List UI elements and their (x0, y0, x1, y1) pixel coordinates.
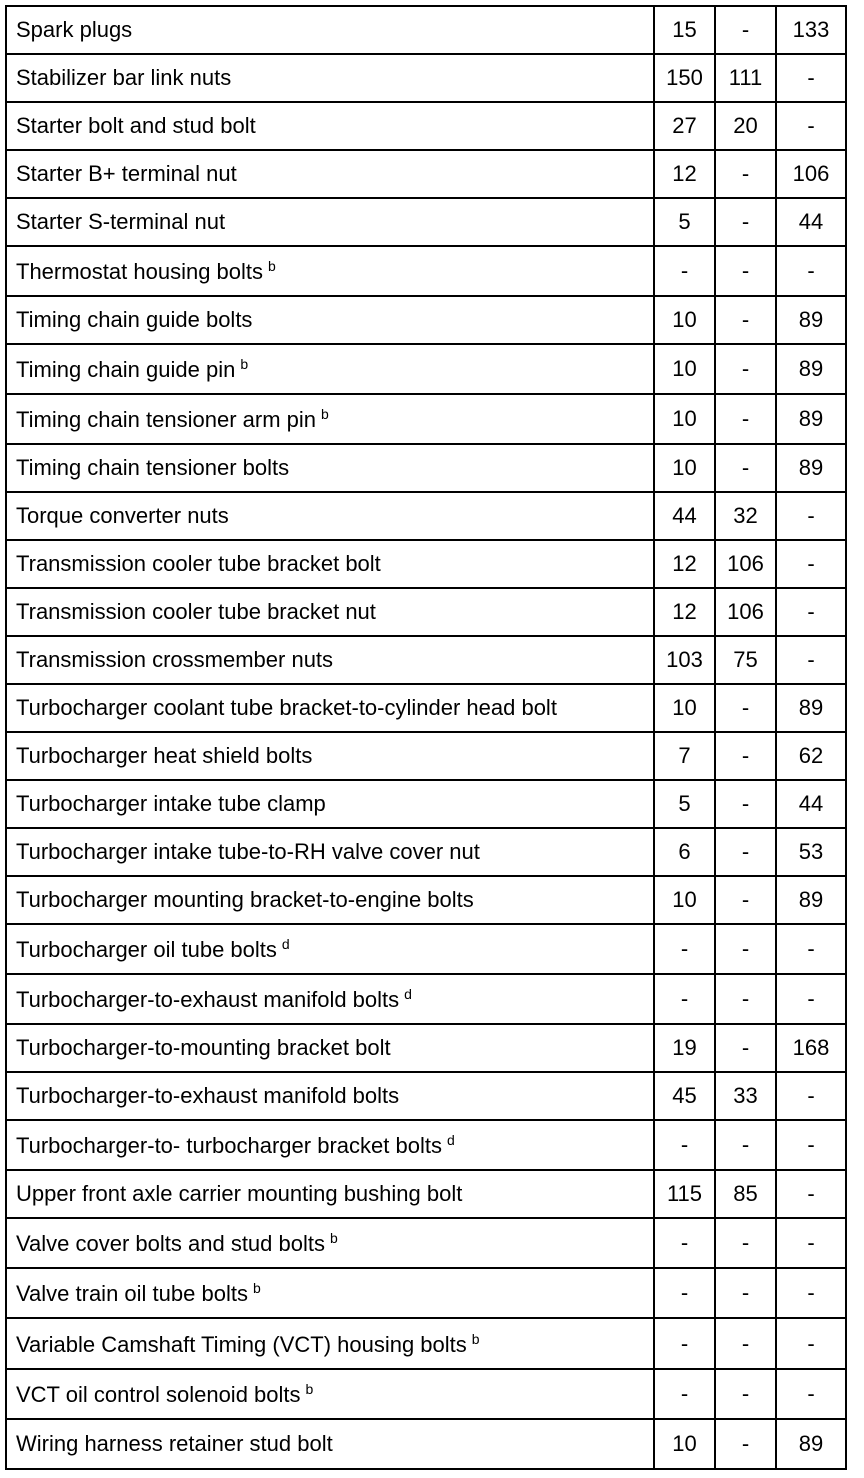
component-cell (6, 588, 654, 636)
torque-lbft-value: - (715, 1218, 776, 1268)
torque-lbin-value: - (776, 540, 846, 588)
footnote-marker: b (268, 258, 276, 274)
component-cell (6, 684, 654, 732)
table-row (6, 876, 846, 924)
component-name: Turbocharger-to- turbocharger bracket bolts (16, 1133, 442, 1158)
component-name: Valve train oil tube bolts (16, 1281, 248, 1306)
torque-lbin-value: 89 (776, 344, 846, 394)
torque-nm-value: 12 (654, 588, 715, 636)
table-row (6, 102, 846, 150)
component-cell (6, 6, 654, 54)
torque-nm-value: 10 (654, 296, 715, 344)
torque-lbft-value: 106 (715, 588, 776, 636)
component-cell (6, 150, 654, 198)
torque-nm-value: - (654, 1369, 715, 1419)
torque-lbft-value: 32 (715, 492, 776, 540)
footnote-marker: d (446, 1132, 455, 1148)
table-row (6, 588, 846, 636)
component-name: Turbocharger heat shield bolts (16, 743, 313, 768)
table-row (6, 6, 846, 54)
torque-lbin-value: - (776, 102, 846, 150)
component-cell (6, 1318, 654, 1369)
table-row (6, 1369, 846, 1419)
footnote-marker: b (471, 1330, 480, 1347)
torque-lbin-value: - (776, 1318, 846, 1369)
torque-lbin-value: 89 (776, 1419, 846, 1469)
torque-spec-sheet (5, 5, 845, 1470)
torque-lbft-value: - (715, 394, 776, 444)
torque-nm-value: 10 (654, 344, 715, 394)
table-row (6, 1120, 846, 1170)
torque-nm-value: 10 (654, 684, 715, 732)
torque-lbft-value: - (715, 1318, 776, 1369)
component-name: Timing chain guide pin (16, 357, 236, 382)
torque-lbft-value: 20 (715, 102, 776, 150)
torque-lbft-value: - (715, 150, 776, 198)
component-cell (6, 636, 654, 684)
component-name: Starter S-terminal nut (16, 209, 226, 234)
component-name: Transmission crossmember nuts (16, 647, 334, 672)
torque-lbin-value: 89 (776, 444, 846, 492)
torque-lbin-value: - (776, 492, 846, 540)
torque-spec-table-body (6, 6, 846, 1469)
component-name: Transmission cooler tube bracket bolt (16, 551, 381, 576)
component-cell (6, 344, 654, 394)
component-name: Upper front axle carrier mounting bushing bolt (16, 1181, 463, 1206)
torque-nm-value: 12 (654, 150, 715, 198)
torque-nm-value: - (654, 1120, 715, 1170)
torque-nm-value: 150 (654, 54, 715, 102)
torque-lbin-value: - (776, 1170, 846, 1218)
torque-lbin-value: 53 (776, 828, 846, 876)
table-row (6, 974, 846, 1024)
footnote-marker: b (321, 406, 329, 422)
torque-nm-value: 19 (654, 1024, 715, 1072)
component-name: Wiring harness retainer stud bolt (16, 1431, 333, 1456)
table-row (6, 344, 846, 394)
component-name: Turbocharger mounting bracket-to-engine bolts (16, 887, 474, 912)
component-cell (6, 540, 654, 588)
table-row (6, 828, 846, 876)
torque-lbft-value: - (715, 780, 776, 828)
footnote-marker: b (305, 1381, 314, 1397)
table-row (6, 1024, 846, 1072)
footnote-marker: b (252, 1280, 261, 1296)
table-row (6, 54, 846, 102)
torque-lbft-value: - (715, 924, 776, 974)
component-name: Timing chain tensioner arm pin (16, 407, 316, 432)
table-row (6, 780, 846, 828)
component-name: Turbocharger intake tube clamp (16, 791, 326, 816)
component-cell (6, 924, 654, 974)
torque-lbft-value: - (715, 1268, 776, 1318)
torque-nm-value: 10 (654, 1419, 715, 1469)
table-row (6, 924, 846, 974)
torque-lbft-value: - (715, 344, 776, 394)
torque-nm-value: - (654, 1218, 715, 1268)
component-name: Turbocharger coolant tube bracket-to-cylinder head bolt (16, 695, 557, 720)
torque-nm-value: 6 (654, 828, 715, 876)
component-cell (6, 828, 654, 876)
torque-lbft-value: - (715, 828, 776, 876)
table-row (6, 246, 846, 296)
torque-lbft-value: - (715, 444, 776, 492)
table-row (6, 1268, 846, 1318)
component-name: Valve cover bolts and stud bolts (16, 1231, 325, 1256)
component-cell (6, 1024, 654, 1072)
torque-lbft-value: - (715, 876, 776, 924)
torque-lbin-value: - (776, 1120, 846, 1170)
torque-lbft-value: - (715, 6, 776, 54)
component-name: Turbocharger-to-exhaust manifold bolts (16, 1083, 400, 1108)
component-cell (6, 974, 654, 1024)
component-name: Torque converter nuts (16, 503, 229, 528)
torque-nm-value: - (654, 924, 715, 974)
table-row (6, 1218, 846, 1268)
component-cell (6, 1218, 654, 1268)
component-name: Spark plugs (16, 17, 133, 42)
component-cell (6, 444, 654, 492)
torque-nm-value: - (654, 1318, 715, 1369)
torque-lbin-value: - (776, 1072, 846, 1120)
torque-nm-value: 10 (654, 394, 715, 444)
torque-lbft-value: - (715, 1024, 776, 1072)
torque-spec-table (5, 5, 847, 1470)
table-row (6, 444, 846, 492)
torque-lbin-value: - (776, 246, 846, 296)
table-row (6, 636, 846, 684)
component-cell (6, 780, 654, 828)
component-cell (6, 246, 654, 296)
torque-nm-value: 44 (654, 492, 715, 540)
component-cell (6, 1268, 654, 1318)
component-cell (6, 876, 654, 924)
torque-lbin-value: - (776, 54, 846, 102)
table-row (6, 1072, 846, 1120)
component-name: Thermostat housing bolts (16, 259, 264, 284)
torque-nm-value: 12 (654, 540, 715, 588)
component-name: Timing chain guide bolts (16, 307, 253, 332)
torque-lbin-value: - (776, 1369, 846, 1419)
torque-lbin-value: - (776, 974, 846, 1024)
torque-lbin-value: 106 (776, 150, 846, 198)
component-cell (6, 1369, 654, 1419)
torque-lbin-value: 89 (776, 296, 846, 344)
torque-lbin-value: - (776, 636, 846, 684)
torque-lbft-value: 106 (715, 540, 776, 588)
table-row (6, 198, 846, 246)
table-row (6, 150, 846, 198)
footnote-marker: d (404, 986, 412, 1002)
torque-nm-value: 15 (654, 6, 715, 54)
component-name: Turbocharger intake tube-to-RH valve cover nut (16, 839, 480, 864)
torque-lbin-value: 62 (776, 732, 846, 780)
torque-lbft-value: - (715, 198, 776, 246)
table-row (6, 1419, 846, 1469)
component-name: Stabilizer bar link nuts (16, 65, 232, 90)
table-row (6, 1170, 846, 1218)
torque-lbft-value: - (715, 1369, 776, 1419)
footnote-marker: d (281, 936, 290, 952)
table-row (6, 1318, 846, 1369)
torque-nm-value: 5 (654, 780, 715, 828)
torque-lbft-value: 111 (715, 54, 776, 102)
torque-lbin-value: 89 (776, 876, 846, 924)
table-row (6, 296, 846, 344)
component-cell (6, 492, 654, 540)
component-cell (6, 198, 654, 246)
torque-nm-value: - (654, 974, 715, 1024)
component-cell (6, 732, 654, 780)
torque-lbft-value: 75 (715, 636, 776, 684)
torque-lbft-value: 33 (715, 1072, 776, 1120)
torque-nm-value: - (654, 246, 715, 296)
footnote-marker: b (240, 356, 249, 372)
torque-lbin-value: - (776, 1218, 846, 1268)
component-name: Transmission cooler tube bracket nut (16, 599, 376, 624)
component-cell (6, 394, 654, 444)
component-name: Turbocharger-to-mounting bracket bolt (16, 1035, 391, 1060)
torque-lbft-value: - (715, 1120, 776, 1170)
torque-nm-value: - (654, 1268, 715, 1318)
torque-nm-value: 103 (654, 636, 715, 684)
component-name: Starter bolt and stud bolt (16, 113, 256, 138)
component-name: Starter B+ terminal nut (16, 161, 237, 186)
torque-lbft-value: - (715, 684, 776, 732)
torque-nm-value: 7 (654, 732, 715, 780)
table-row (6, 394, 846, 444)
torque-lbft-value: - (715, 974, 776, 1024)
component-name: Variable Camshaft Timing (VCT) housing bolts (16, 1331, 467, 1357)
component-name: Turbocharger-to-exhaust manifold bolts (16, 987, 400, 1012)
component-cell (6, 1419, 654, 1469)
component-name: Turbocharger oil tube bolts (16, 937, 277, 962)
torque-lbft-value: - (715, 1419, 776, 1469)
torque-nm-value: 10 (654, 876, 715, 924)
torque-lbin-value: 133 (776, 6, 846, 54)
torque-lbin-value: - (776, 924, 846, 974)
torque-lbin-value: 89 (776, 394, 846, 444)
table-row (6, 492, 846, 540)
component-name: Timing chain tensioner bolts (16, 455, 290, 480)
torque-lbin-value: 89 (776, 684, 846, 732)
torque-lbin-value: 44 (776, 198, 846, 246)
footnote-marker: b (330, 1230, 338, 1246)
table-row (6, 732, 846, 780)
component-cell (6, 1170, 654, 1218)
component-cell (6, 296, 654, 344)
torque-lbft-value: - (715, 732, 776, 780)
component-cell (6, 102, 654, 150)
table-row (6, 540, 846, 588)
torque-lbin-value: - (776, 588, 846, 636)
component-cell (6, 1072, 654, 1120)
torque-lbft-value: - (715, 246, 776, 296)
component-cell (6, 1120, 654, 1170)
torque-nm-value: 27 (654, 102, 715, 150)
torque-lbin-value: 168 (776, 1024, 846, 1072)
torque-nm-value: 5 (654, 198, 715, 246)
component-cell (6, 54, 654, 102)
torque-lbin-value: 44 (776, 780, 846, 828)
torque-nm-value: 45 (654, 1072, 715, 1120)
table-row (6, 684, 846, 732)
torque-lbft-value: - (715, 296, 776, 344)
torque-lbft-value: 85 (715, 1170, 776, 1218)
torque-nm-value: 10 (654, 444, 715, 492)
torque-nm-value: 115 (654, 1170, 715, 1218)
component-name: VCT oil control solenoid bolts (16, 1382, 301, 1407)
torque-lbin-value: - (776, 1268, 846, 1318)
